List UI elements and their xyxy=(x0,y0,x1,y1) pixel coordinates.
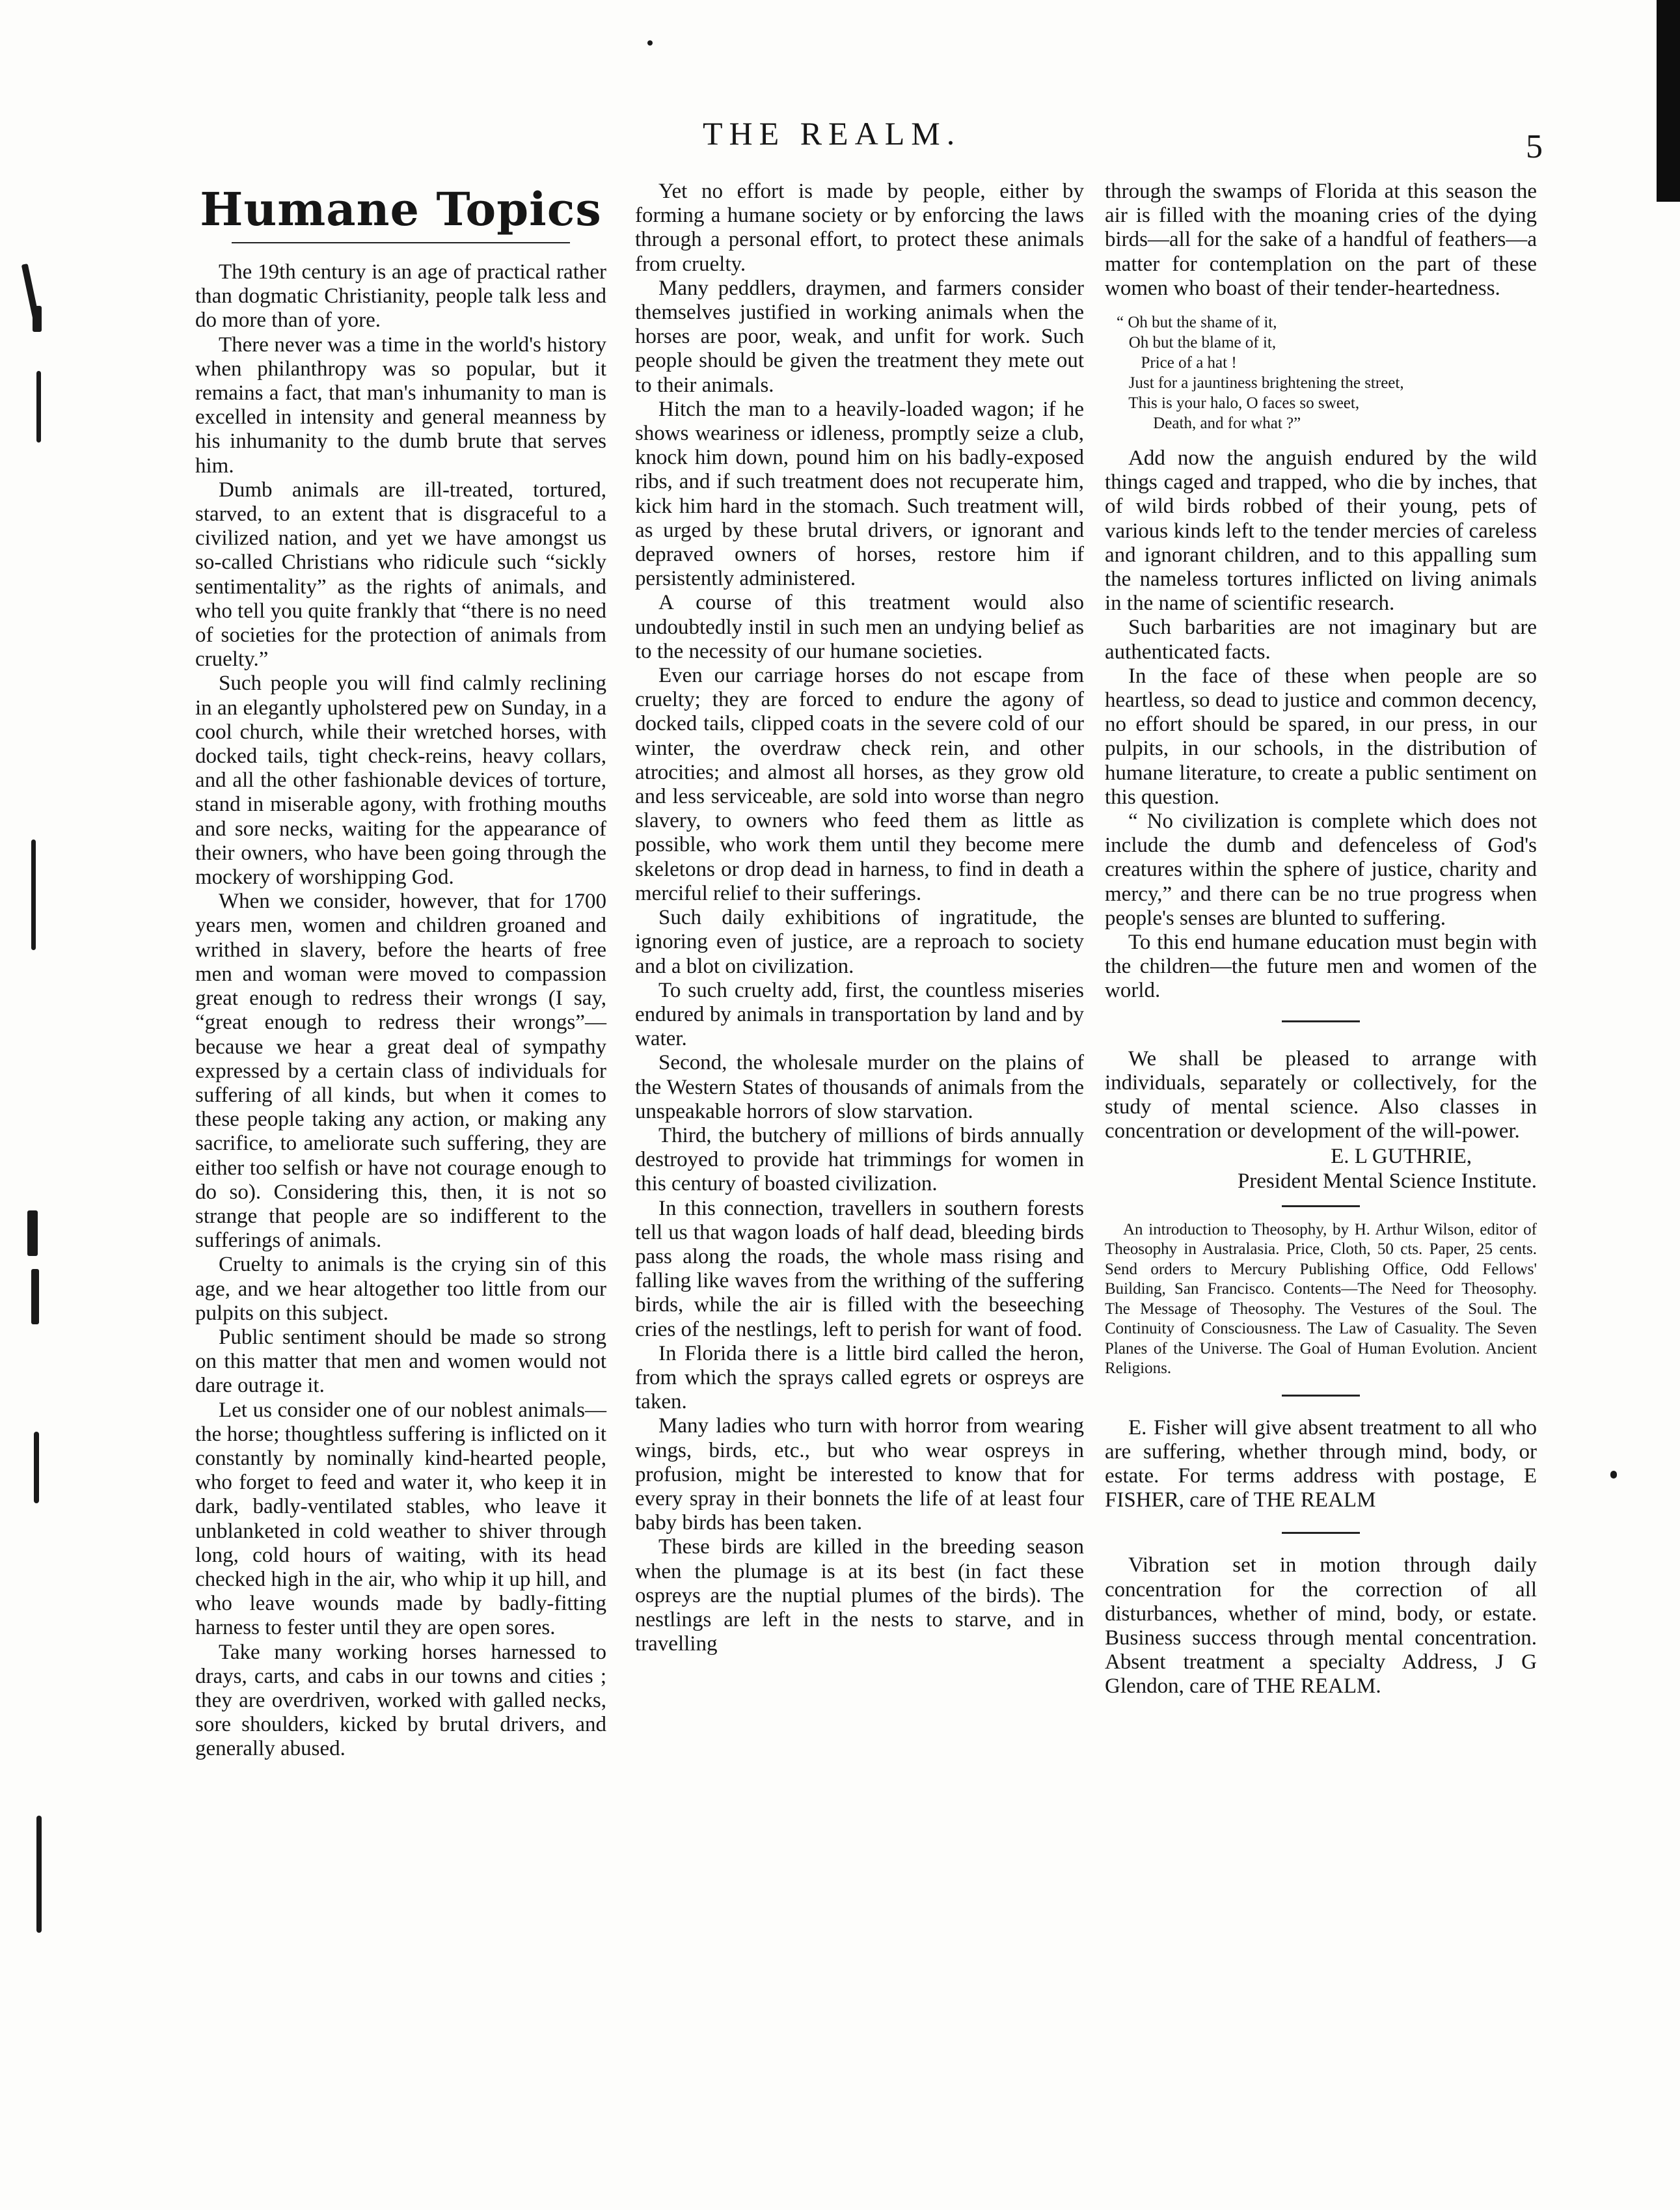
fisher-notice: E. Fisher will give absent treatment to all who are suffering, whether through mind, body, or estate. For terms address with postage, E FISHER, care of THE REALM xyxy=(1105,1415,1537,1512)
divider-rule xyxy=(1282,1020,1360,1022)
page-edge-shadow xyxy=(1657,0,1680,202)
paragraph: In this connection, travellers in southern forests tell us that wagon loads of half dead, bleeding birds pass along the roads, the whole mass rising and falling like waves from the writhing of the suffering birds, while the air is filled with the beseeching cries of the nestlings, left to perish for want of food. xyxy=(635,1196,1084,1341)
paragraph: Dumb animals are ill-treated, tortured, starved, to an extent that is disgraceful to a civilized nation, and yet we have amongst us so-called Christians who ridicule such “sickly sentimentality” as the rights of animals, and who tell you quite frankly that “there is no need of societies for the protection of animals from cruelty.” xyxy=(195,478,606,672)
poem-line: Just for a jauntiness brightening the street, xyxy=(1117,374,1404,392)
section-heading: Humane Topics xyxy=(200,182,602,236)
vibration-notice: Vibration set in motion through daily concentration for the correction of all disturbances, whether of mind, body, or estate. Business success through mental concentration. Absent treatment a specialty Address, J G Glendon, care of THE REALM. xyxy=(1105,1553,1537,1698)
paragraph: In Florida there is a little bird called the heron, from which the sprays called egrets or ospreys are taken. xyxy=(635,1341,1084,1414)
paragraph: To such cruelty add, first, the countless miseries endured by animals in transportation by land and by water. xyxy=(635,978,1084,1051)
poem-quote xyxy=(1117,312,1537,433)
paragraph: Such people you will find calmly reclining in an elegantly upholstered pew on Sunday, in a cool church, while their wretched horses, with docked tails, tight check-reins, heavy collars, and all the other fashionable devices of torture, stand in miserable agony, with frothing mouths and sore necks, waiting for the appearance of their owners, who have been going through the mockery of worshipping God. xyxy=(195,672,606,890)
margin-mark xyxy=(36,371,41,443)
paragraph: Such daily exhibitions of ingratitude, the ignoring even of justice, are a reproach to society and a blot on civilization. xyxy=(635,906,1084,978)
poem-line: Price of a hat ! xyxy=(1117,354,1237,372)
paragraph: Second, the wholesale murder on the plains of the Western States of thousands of animals from the unspeakable horrors of slow starvation. xyxy=(635,1051,1084,1123)
margin-mark xyxy=(36,1816,42,1933)
paragraph: Even our carriage horses do not escape from cruelty; they are forced to endure the agony of docked tails, clipped coats in the severe cold of our winter, the overdraw check rein, and other atrocities; and almost all horses, as they grow old and less serviceable, are sold into worse than negro slavery, to owners who feed them as little as possible, who work them until they become mere skeletons or drop dead in harness, to find in death a merciful relief to their sufferings. xyxy=(635,664,1084,905)
signature-title: President Mental Science Institute. xyxy=(1237,1169,1537,1193)
paragraph: Such barbarities are not imaginary but are authenticated facts. xyxy=(1105,616,1537,664)
divider-rule xyxy=(1282,1532,1360,1534)
margin-mark xyxy=(33,306,42,332)
paragraph: Many ladies who turn with horror from wearing wings, birds, etc., but who wear ospreys in profusion, might be interested to know that for every spray in their bonnets the life of at least four baby birds has been taken. xyxy=(635,1414,1084,1535)
paragraph: Hitch the man to a heavily-loaded wagon; if he shows weariness or idleness, promptly seize a club, knock him down, pound him on his badly-exposed ribs, and if such treatment does not recuperate him, kick him hard in the stomach. Such treatment will, as urged by these brutal drivers, or ignorant and depraved owners of horses, restore him if persistently administered. xyxy=(635,397,1084,591)
theosophy-advert-text: An introduction to Theosophy, by H. Arthur Wilson, editor of Theosophy in Australasia. Price, Cloth, 50 cts. Paper, 25 cents. Send orders to Mercury Publishing Office, Odd Fellows' Building, San Francisco. Contents—The Need for Theosophy. The Message of Theosophy. The Vestures of the Soul. The Continuity of Consciousness. The Law of Casuality. The Seven Planes of the Universe. The Goal of Human Evolution. Ancient Religions. xyxy=(1105,1220,1537,1377)
paragraph: Many peddlers, draymen, and farmers consider themselves justified in working animals when the horses are poor, weak, and unfit for work. Such people should be given the treatment they mete out to their animals. xyxy=(635,276,1084,397)
paragraph: When we consider, however, that for 1700 years men, women and children groaned and writhed in slavery, before the hearts of free men and woman were moved to compassion great enough to redress their wrongs (I say, “great enough to redress their wrongs”—because we hear a great deal of sympathy expressed by a certain class of individuals for suffering of all kinds, but when it comes to these people taking any action, or making any sacrifice, to ameliorate such suffering, they are either too selfish or have not courage enough to do so). Considering this, then, it is not so strange that people are so indifferent to the sufferings of animals. xyxy=(195,890,606,1253)
margin-mark xyxy=(1610,1471,1617,1479)
paragraph: Let us consider one of our noblest animals—the horse; thoughtless suffering is inflicted on it constantly by nominally kind-hearted people, who forget to feed and water it, who keep it in dark, badly-ventilated stables, who leave it unblanketed in cold weather to shiver through long, cold hours of waiting, with its head checked high in the air, who whip it up hill, and who leave wounds made by badly-fitting harness to fester until they are open sores. xyxy=(195,1398,606,1640)
divider-rule xyxy=(1282,1395,1360,1397)
column-2 xyxy=(635,180,1084,1656)
margin-mark xyxy=(31,1269,39,1324)
paragraph: “ No civilization is complete which does not include the dumb and defenceless of God's creatures within the sphere of justice, charity and mercy,” and there can be no true progress when people's senses are blunted to suffering. xyxy=(1105,810,1537,930)
paragraph: Third, the butchery of millions of birds annually destroyed to provide hat trimmings for women in this century of boasted civilization. xyxy=(635,1123,1084,1196)
margin-mark xyxy=(27,1210,38,1256)
paragraph: The 19th century is an age of practical rather than dogmatic Christianity, people talk less and do more than of yore. xyxy=(195,260,606,333)
mental-science-notice: We shall be pleased to arrange with individuals, separately or collectively, for the study of mental science. Also classes in concentration or development of the will-power. xyxy=(1105,1046,1537,1143)
paragraph: A course of this treatment would also undoubtedly instil in such men an undying belief as to the necessity of our humane societies. xyxy=(635,591,1084,663)
margin-mark xyxy=(31,839,36,950)
paragraph: Add now the anguish endured by the wild things caged and trapped, who die by inches, that of wild birds robbed of their young, pets of various kinds left to the tender mercies of careless and ignorant children, and to this appalling sum the nameless tortures inflicted on living animals in the name of scientific research. xyxy=(1105,446,1537,616)
column-1 xyxy=(195,180,606,1762)
theosophy-advert xyxy=(1105,1220,1537,1379)
heading-rule xyxy=(232,242,570,243)
poem-line: Death, and for what ?” xyxy=(1117,415,1301,433)
journal-title: THE REALM. xyxy=(703,115,962,152)
paragraph: There never was a time in the world's history when philanthropy was so popular, but it remains a fact, that man's inhumanity to man is excelled in intensity and general meanness by his inhumanity to the dumb brute that serves him. xyxy=(195,333,606,478)
divider-rule xyxy=(1282,1205,1360,1207)
poem-line: “ Oh but the shame of it, xyxy=(1117,314,1277,332)
paragraph: In the face of these when people are so heartless, so dead to justice and common decency, no effort should be spared, in our press, in our pulpits, in our schools, in the distribution of humane literature, to create a public sentiment on this question. xyxy=(1105,664,1537,809)
margin-mark xyxy=(647,40,653,46)
paragraph: These birds are killed in the breeding season when the plumage is at its best (in fact these ospreys are the nuptial plumes of the birds). The nestlings are left in the nests to starve, and in travelling xyxy=(635,1535,1084,1656)
paragraph: Public sentiment should be made so strong on this matter that men and women would not dare outrage it. xyxy=(195,1325,606,1398)
signature-name: E. L GUTHRIE, xyxy=(1331,1144,1472,1168)
page-number: 5 xyxy=(1526,128,1543,165)
paragraph: Cruelty to animals is the crying sin of this age, and we hear altogether too little from our pulpits on this subject. xyxy=(195,1253,606,1325)
poem-line: Oh but the blame of it, xyxy=(1117,334,1277,352)
paragraph: To this end humane education must begin with the children—the future men and women of the world. xyxy=(1105,931,1537,1003)
paragraph-continued: through the swamps of Florida at this season the air is filled with the moaning cries of the dying birds—all for the sake of a handful of feathers—a matter for contemplation on the part of these women who boast of their tender-heartedness. xyxy=(1105,180,1537,300)
margin-mark xyxy=(34,1432,39,1503)
paragraph: Yet no effort is made by people, either by forming a humane society or by enforcing the laws through a personal effort, to protect these animals from cruelty. xyxy=(635,180,1084,276)
poem-line: This is your halo, O faces so sweet, xyxy=(1117,394,1360,413)
column-3 xyxy=(1105,180,1537,1699)
paragraph: Take many working horses harnessed to drays, carts, and cabs in our towns and cities ; they are overdriven, worked with galled necks, sore shoulders, kicked by brutal drivers, and generally abused. xyxy=(195,1640,606,1761)
